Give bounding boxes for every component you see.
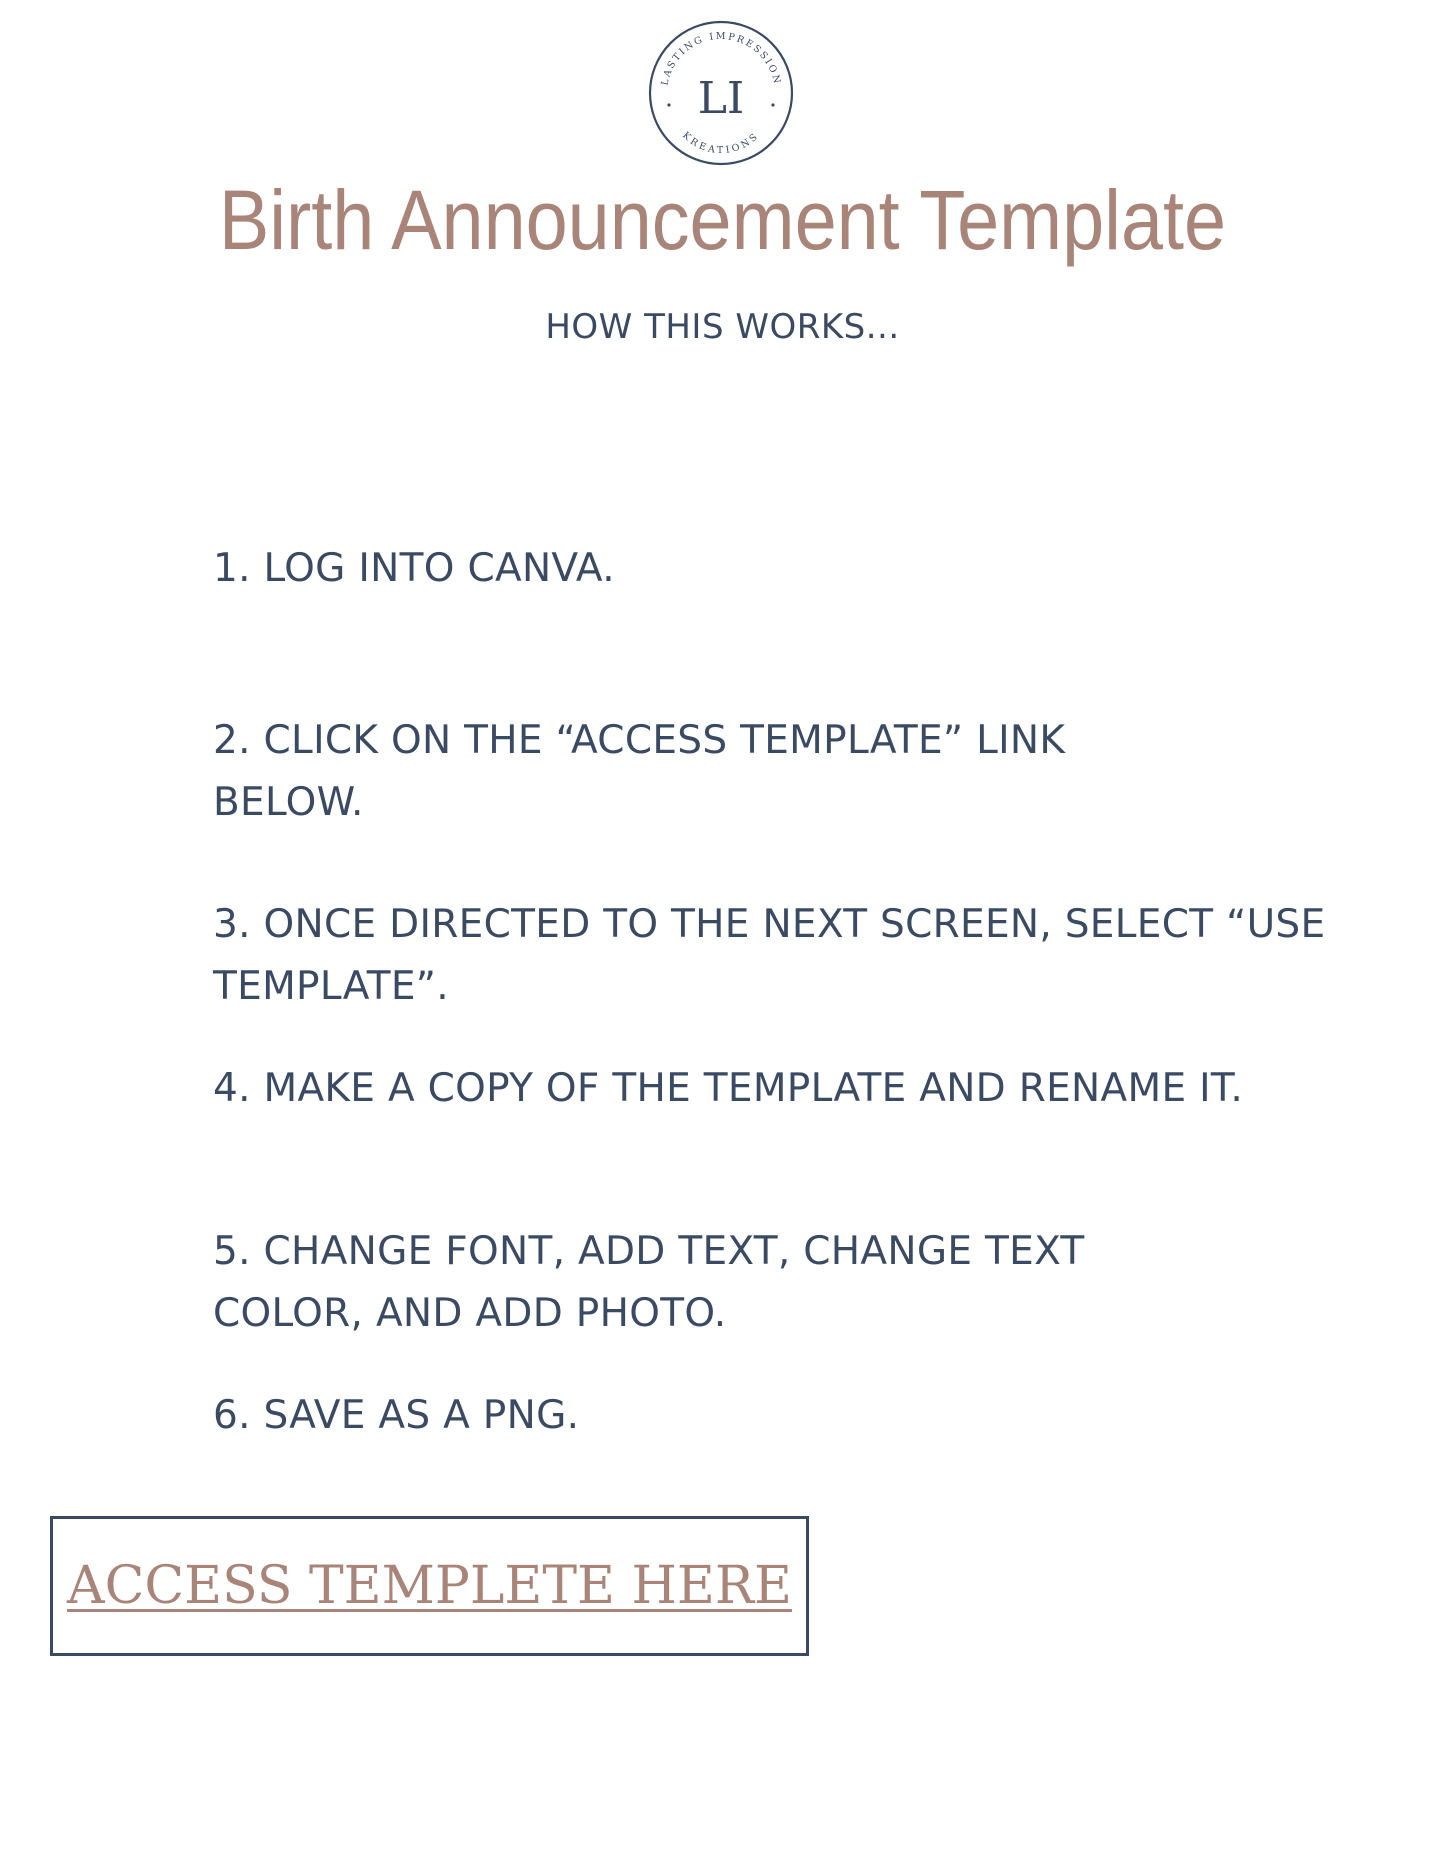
step-5: 5. CHANGE FONT, ADD TEXT, CHANGE TEXT COLOR, AND ADD PHOTO. bbox=[213, 1229, 1085, 1336]
step-1: 1. LOG INTO CANVA. bbox=[213, 546, 615, 591]
page-title: Birth Announcement Template bbox=[218, 173, 1227, 267]
page-subtitle: HOW THIS WORKS... bbox=[545, 307, 900, 347]
step-3: 3. ONCE DIRECTED TO THE NEXT SCREEN, SELECT “USE TEMPLATE”. bbox=[213, 902, 1326, 1009]
logo-ring-text-top: LASTING IMPRESSION bbox=[659, 30, 783, 87]
svg-text:KREATIONS bbox=[680, 130, 762, 156]
logo-ring-text-bottom: KREATIONS bbox=[680, 129, 762, 157]
access-template-link[interactable]: ACCESS TEMPLETE HERE bbox=[67, 1556, 792, 1616]
brand-logo bbox=[647, 19, 795, 167]
logo-monogram: LI bbox=[697, 73, 745, 124]
step-6: 6. SAVE AS A PNG. bbox=[213, 1393, 580, 1438]
access-template-box bbox=[50, 1516, 809, 1656]
step-2: 2. CLICK ON THE “ACCESS TEMPLATE” LINK BELOW. bbox=[213, 718, 1066, 825]
step-4: 4. MAKE A COPY OF THE TEMPLATE AND RENAME IT. bbox=[213, 1066, 1244, 1111]
